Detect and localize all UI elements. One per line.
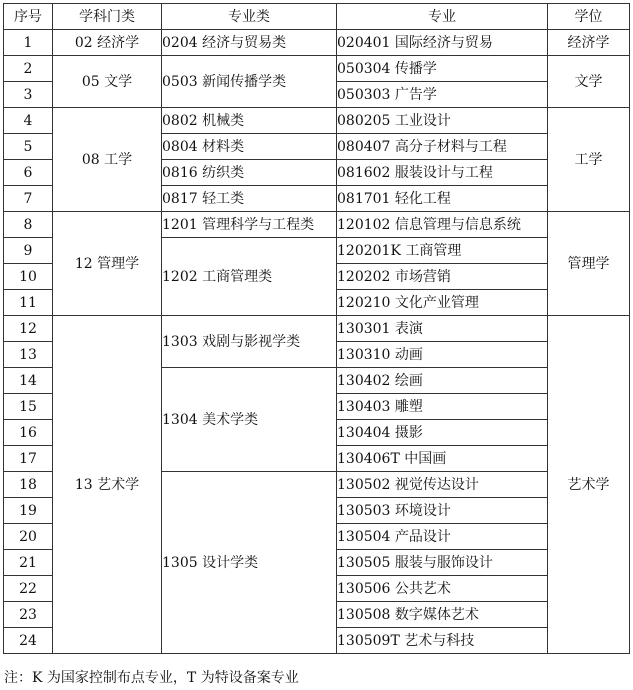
major-cell: 120202 市场营销 [337, 264, 548, 290]
table-row [4, 212, 630, 238]
class-cell: 1201 管理科学与工程类 [162, 212, 337, 238]
row-number: 19 [4, 498, 53, 524]
class-cell: 0817 轻工类 [162, 186, 337, 212]
footnote: 注：K 为国家控制布点专业，T 为特设备案专业 [4, 670, 299, 686]
major-cell: 120201K 工商管理 [337, 238, 548, 264]
row-number: 1 [4, 30, 53, 56]
row-number: 4 [4, 108, 53, 134]
major-cell: 130310 动画 [337, 342, 548, 368]
major-cell: 120210 文化产业管理 [337, 290, 548, 316]
row-number: 11 [4, 290, 53, 316]
row-number: 14 [4, 368, 53, 394]
class-cell: 1202 工商管理类 [162, 238, 337, 316]
major-cell: 130503 环境设计 [337, 498, 548, 524]
class-cell: 0204 经济与贸易类 [162, 30, 337, 56]
row-number: 12 [4, 316, 53, 342]
degree-cell: 艺术学 [548, 316, 630, 654]
header-row [4, 4, 630, 30]
header-category: 学科门类 [53, 4, 162, 30]
row-number: 20 [4, 524, 53, 550]
table-row [4, 56, 630, 82]
major-cell: 130502 视觉传达设计 [337, 472, 548, 498]
class-cell: 0816 纺织类 [162, 160, 337, 186]
class-cell: 0804 材料类 [162, 134, 337, 160]
category-cell: 13 艺术学 [53, 316, 162, 654]
class-cell: 0503 新闻传播学类 [162, 56, 337, 108]
header-degree: 学位 [548, 4, 630, 30]
major-cell: 130403 雕塑 [337, 394, 548, 420]
header-major: 专业 [337, 4, 548, 30]
row-number: 15 [4, 394, 53, 420]
class-cell: 0802 机械类 [162, 108, 337, 134]
major-cell: 130404 摄影 [337, 420, 548, 446]
major-cell: 130509T 艺术与科技 [337, 628, 548, 654]
major-cell: 080205 工业设计 [337, 108, 548, 134]
category-cell: 12 管理学 [53, 212, 162, 316]
major-cell: 130402 绘画 [337, 368, 548, 394]
degree-cell: 文学 [548, 56, 630, 108]
header-no: 序号 [4, 4, 53, 30]
row-number: 9 [4, 238, 53, 264]
table-row [4, 30, 630, 56]
major-cell: 130504 产品设计 [337, 524, 548, 550]
row-number: 17 [4, 446, 53, 472]
degree-cell: 工学 [548, 108, 630, 212]
table-row [4, 108, 630, 134]
category-cell: 02 经济学 [53, 30, 162, 56]
class-cell: 1305 设计学类 [162, 472, 337, 654]
row-number: 16 [4, 420, 53, 446]
row-number: 7 [4, 186, 53, 212]
header-class: 专业类 [162, 4, 337, 30]
major-cell: 080407 高分子材料与工程 [337, 134, 548, 160]
row-number: 6 [4, 160, 53, 186]
degree-cell: 管理学 [548, 212, 630, 316]
row-number: 18 [4, 472, 53, 498]
row-number: 21 [4, 550, 53, 576]
row-number: 23 [4, 602, 53, 628]
majors-table [3, 3, 630, 654]
major-cell: 130505 服装与服饰设计 [337, 550, 548, 576]
category-cell: 05 文学 [53, 56, 162, 108]
row-number: 22 [4, 576, 53, 602]
row-number: 3 [4, 82, 53, 108]
row-number: 5 [4, 134, 53, 160]
row-number: 8 [4, 212, 53, 238]
degree-cell: 经济学 [548, 30, 630, 56]
major-cell: 130506 公共艺术 [337, 576, 548, 602]
major-cell: 130406T 中国画 [337, 446, 548, 472]
major-cell: 050304 传播学 [337, 56, 548, 82]
class-cell: 1303 戏剧与影视学类 [162, 316, 337, 368]
class-cell: 1304 美术学类 [162, 368, 337, 472]
row-number: 2 [4, 56, 53, 82]
major-cell: 081602 服装设计与工程 [337, 160, 548, 186]
major-cell: 081701 轻化工程 [337, 186, 548, 212]
major-cell: 020401 国际经济与贸易 [337, 30, 548, 56]
major-cell: 120102 信息管理与信息系统 [337, 212, 548, 238]
row-number: 13 [4, 342, 53, 368]
table-row [4, 316, 630, 342]
major-cell: 130301 表演 [337, 316, 548, 342]
row-number: 24 [4, 628, 53, 654]
major-cell: 050303 广告学 [337, 82, 548, 108]
category-cell: 08 工学 [53, 108, 162, 212]
row-number: 10 [4, 264, 53, 290]
major-cell: 130508 数字媒体艺术 [337, 602, 548, 628]
